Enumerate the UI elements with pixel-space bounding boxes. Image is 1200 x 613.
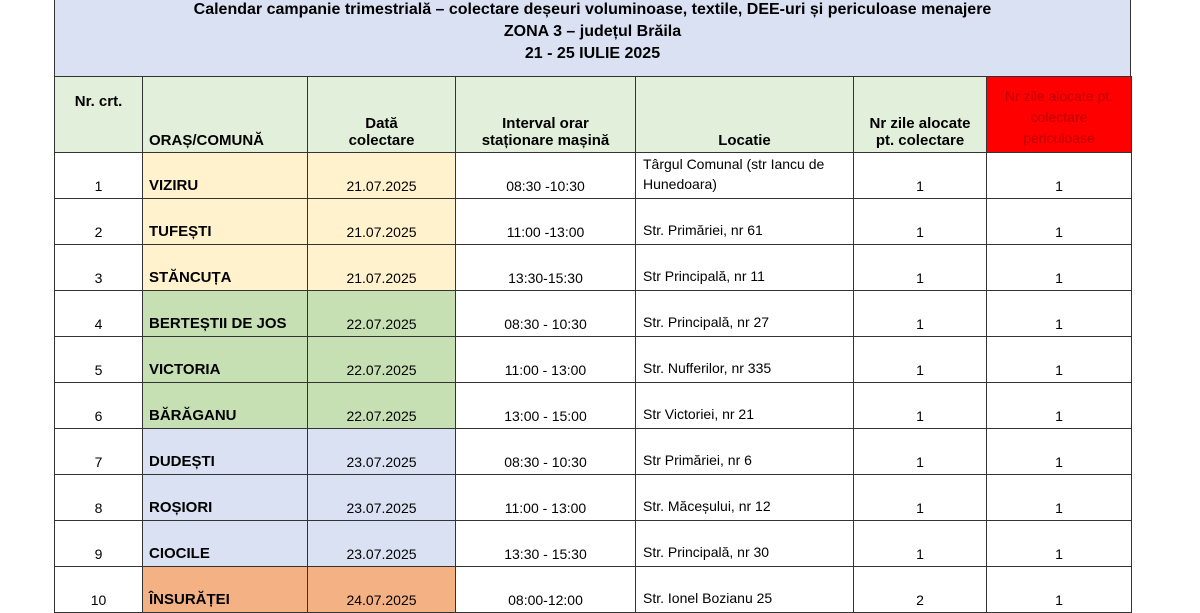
- data-cell: 21.07.2025: [308, 199, 456, 245]
- zile-periculoase-cell: 1: [987, 245, 1132, 291]
- table-header-row: [55, 77, 1132, 153]
- col-header-zile-periculoase: [987, 77, 1132, 153]
- zile-periculoase-cell: 1: [987, 521, 1132, 567]
- oras-cell: TUFEȘTI: [143, 199, 308, 245]
- nr-cell: 6: [55, 383, 143, 429]
- nr-cell: 10: [55, 567, 143, 613]
- col-header-zile-text: Nr zile alocate pt. colectare: [869, 115, 971, 149]
- interval-cell: 13:00 - 15:00: [456, 383, 636, 429]
- interval-cell: 11:00 -13:00: [456, 199, 636, 245]
- nr-cell: 1: [55, 153, 143, 199]
- col-header-zile-periculoase-text: Nr zile alocate pt. colectare periculoase: [1004, 88, 1114, 146]
- nr-cell: 2: [55, 199, 143, 245]
- zile-periculoase-cell: 1: [987, 567, 1132, 613]
- table-row: [55, 337, 1132, 383]
- data-cell: 21.07.2025: [308, 153, 456, 199]
- zile-periculoase-cell: 1: [987, 291, 1132, 337]
- table-row: [55, 475, 1132, 521]
- table-row: [55, 245, 1132, 291]
- interval-cell: 08:00-12:00: [456, 567, 636, 613]
- oras-cell: BĂRĂGANU: [143, 383, 308, 429]
- data-cell: 22.07.2025: [308, 291, 456, 337]
- locatie-cell: Str Principală, nr 11: [636, 245, 854, 291]
- zile-periculoase-cell: 1: [987, 153, 1132, 199]
- nr-cell: 7: [55, 429, 143, 475]
- locatie-cell: Târgul Comunal (str Iancu de Hunedoara): [636, 153, 854, 199]
- zile-cell: 1: [854, 291, 987, 337]
- data-cell: 21.07.2025: [308, 245, 456, 291]
- title-line-2: ZONA 3 – județul Brăila: [503, 23, 682, 40]
- interval-cell: 08:30 - 10:30: [456, 291, 636, 337]
- col-header-interval: [456, 77, 636, 153]
- col-header-zile: [854, 77, 987, 153]
- nr-cell: 8: [55, 475, 143, 521]
- zile-cell: 2: [854, 567, 987, 613]
- zile-cell: 1: [854, 245, 987, 291]
- document-title: [54, 0, 1131, 76]
- data-cell: 23.07.2025: [308, 429, 456, 475]
- data-cell: 24.07.2025: [308, 567, 456, 613]
- col-header-data-text: Dată colectare: [348, 115, 415, 149]
- zile-periculoase-cell: 1: [987, 429, 1132, 475]
- interval-cell: 08:30 - 10:30: [456, 429, 636, 475]
- interval-cell: 13:30-15:30: [456, 245, 636, 291]
- nr-cell: 9: [55, 521, 143, 567]
- table-row: [55, 429, 1132, 475]
- zile-cell: 1: [854, 153, 987, 199]
- zile-cell: 1: [854, 475, 987, 521]
- table-row: [55, 153, 1132, 199]
- col-header-oras: ORAȘ/COMUNĂ: [143, 77, 308, 153]
- nr-cell: 5: [55, 337, 143, 383]
- data-cell: 23.07.2025: [308, 521, 456, 567]
- title-line-1: Calendar campanie trimestrială – colectare deșeuri voluminoase, textile, DEE-uri și periculoase menajere: [193, 1, 992, 18]
- schedule-table: [54, 76, 1132, 613]
- zile-cell: 1: [854, 383, 987, 429]
- col-header-interval-text: Interval orar staționare mașină: [481, 115, 610, 149]
- interval-cell: 11:00 - 13:00: [456, 337, 636, 383]
- interval-cell: 11:00 - 13:00: [456, 475, 636, 521]
- oras-cell: VIZIRU: [143, 153, 308, 199]
- zile-periculoase-cell: 1: [987, 199, 1132, 245]
- table-row: [55, 521, 1132, 567]
- data-cell: 23.07.2025: [308, 475, 456, 521]
- locatie-cell: Str. Măceșului, nr 12: [636, 475, 854, 521]
- col-header-data: [308, 77, 456, 153]
- nr-cell: 4: [55, 291, 143, 337]
- interval-cell: 08:30 -10:30: [456, 153, 636, 199]
- zile-cell: 1: [854, 337, 987, 383]
- table-row: [55, 291, 1132, 337]
- oras-cell: CIOCILE: [143, 521, 308, 567]
- zile-periculoase-cell: 1: [987, 383, 1132, 429]
- title-line-3: 21 - 25 IULIE 2025: [524, 45, 661, 62]
- locatie-cell: Str Victoriei, nr 21: [636, 383, 854, 429]
- locatie-cell: Str Primăriei, nr 6: [636, 429, 854, 475]
- locatie-cell: Str. Principală, nr 27: [636, 291, 854, 337]
- oras-cell: ROȘIORI: [143, 475, 308, 521]
- zile-cell: 1: [854, 521, 987, 567]
- table-row: [55, 383, 1132, 429]
- data-cell: 22.07.2025: [308, 383, 456, 429]
- col-header-nr: Nr. crt.: [55, 77, 143, 153]
- schedule-sheet: [54, 0, 1131, 613]
- oras-cell: BERTEȘTII DE JOS: [143, 291, 308, 337]
- zile-periculoase-cell: 1: [987, 337, 1132, 383]
- locatie-cell: Str. Ionel Bozianu 25: [636, 567, 854, 613]
- zile-cell: 1: [854, 199, 987, 245]
- locatie-cell: Str. Primăriei, nr 61: [636, 199, 854, 245]
- locatie-cell: Str. Nufferilor, nr 335: [636, 337, 854, 383]
- oras-cell: STĂNCUȚA: [143, 245, 308, 291]
- nr-cell: 3: [55, 245, 143, 291]
- oras-cell: VICTORIA: [143, 337, 308, 383]
- oras-cell: ÎNSURĂȚEI: [143, 567, 308, 613]
- data-cell: 22.07.2025: [308, 337, 456, 383]
- table-row: [55, 199, 1132, 245]
- table-row: [55, 567, 1132, 613]
- col-header-locatie: Locatie: [636, 77, 854, 153]
- locatie-cell: Str. Principală, nr 30: [636, 521, 854, 567]
- interval-cell: 13:30 - 15:30: [456, 521, 636, 567]
- zile-cell: 1: [854, 429, 987, 475]
- oras-cell: DUDEȘTI: [143, 429, 308, 475]
- zile-periculoase-cell: 1: [987, 475, 1132, 521]
